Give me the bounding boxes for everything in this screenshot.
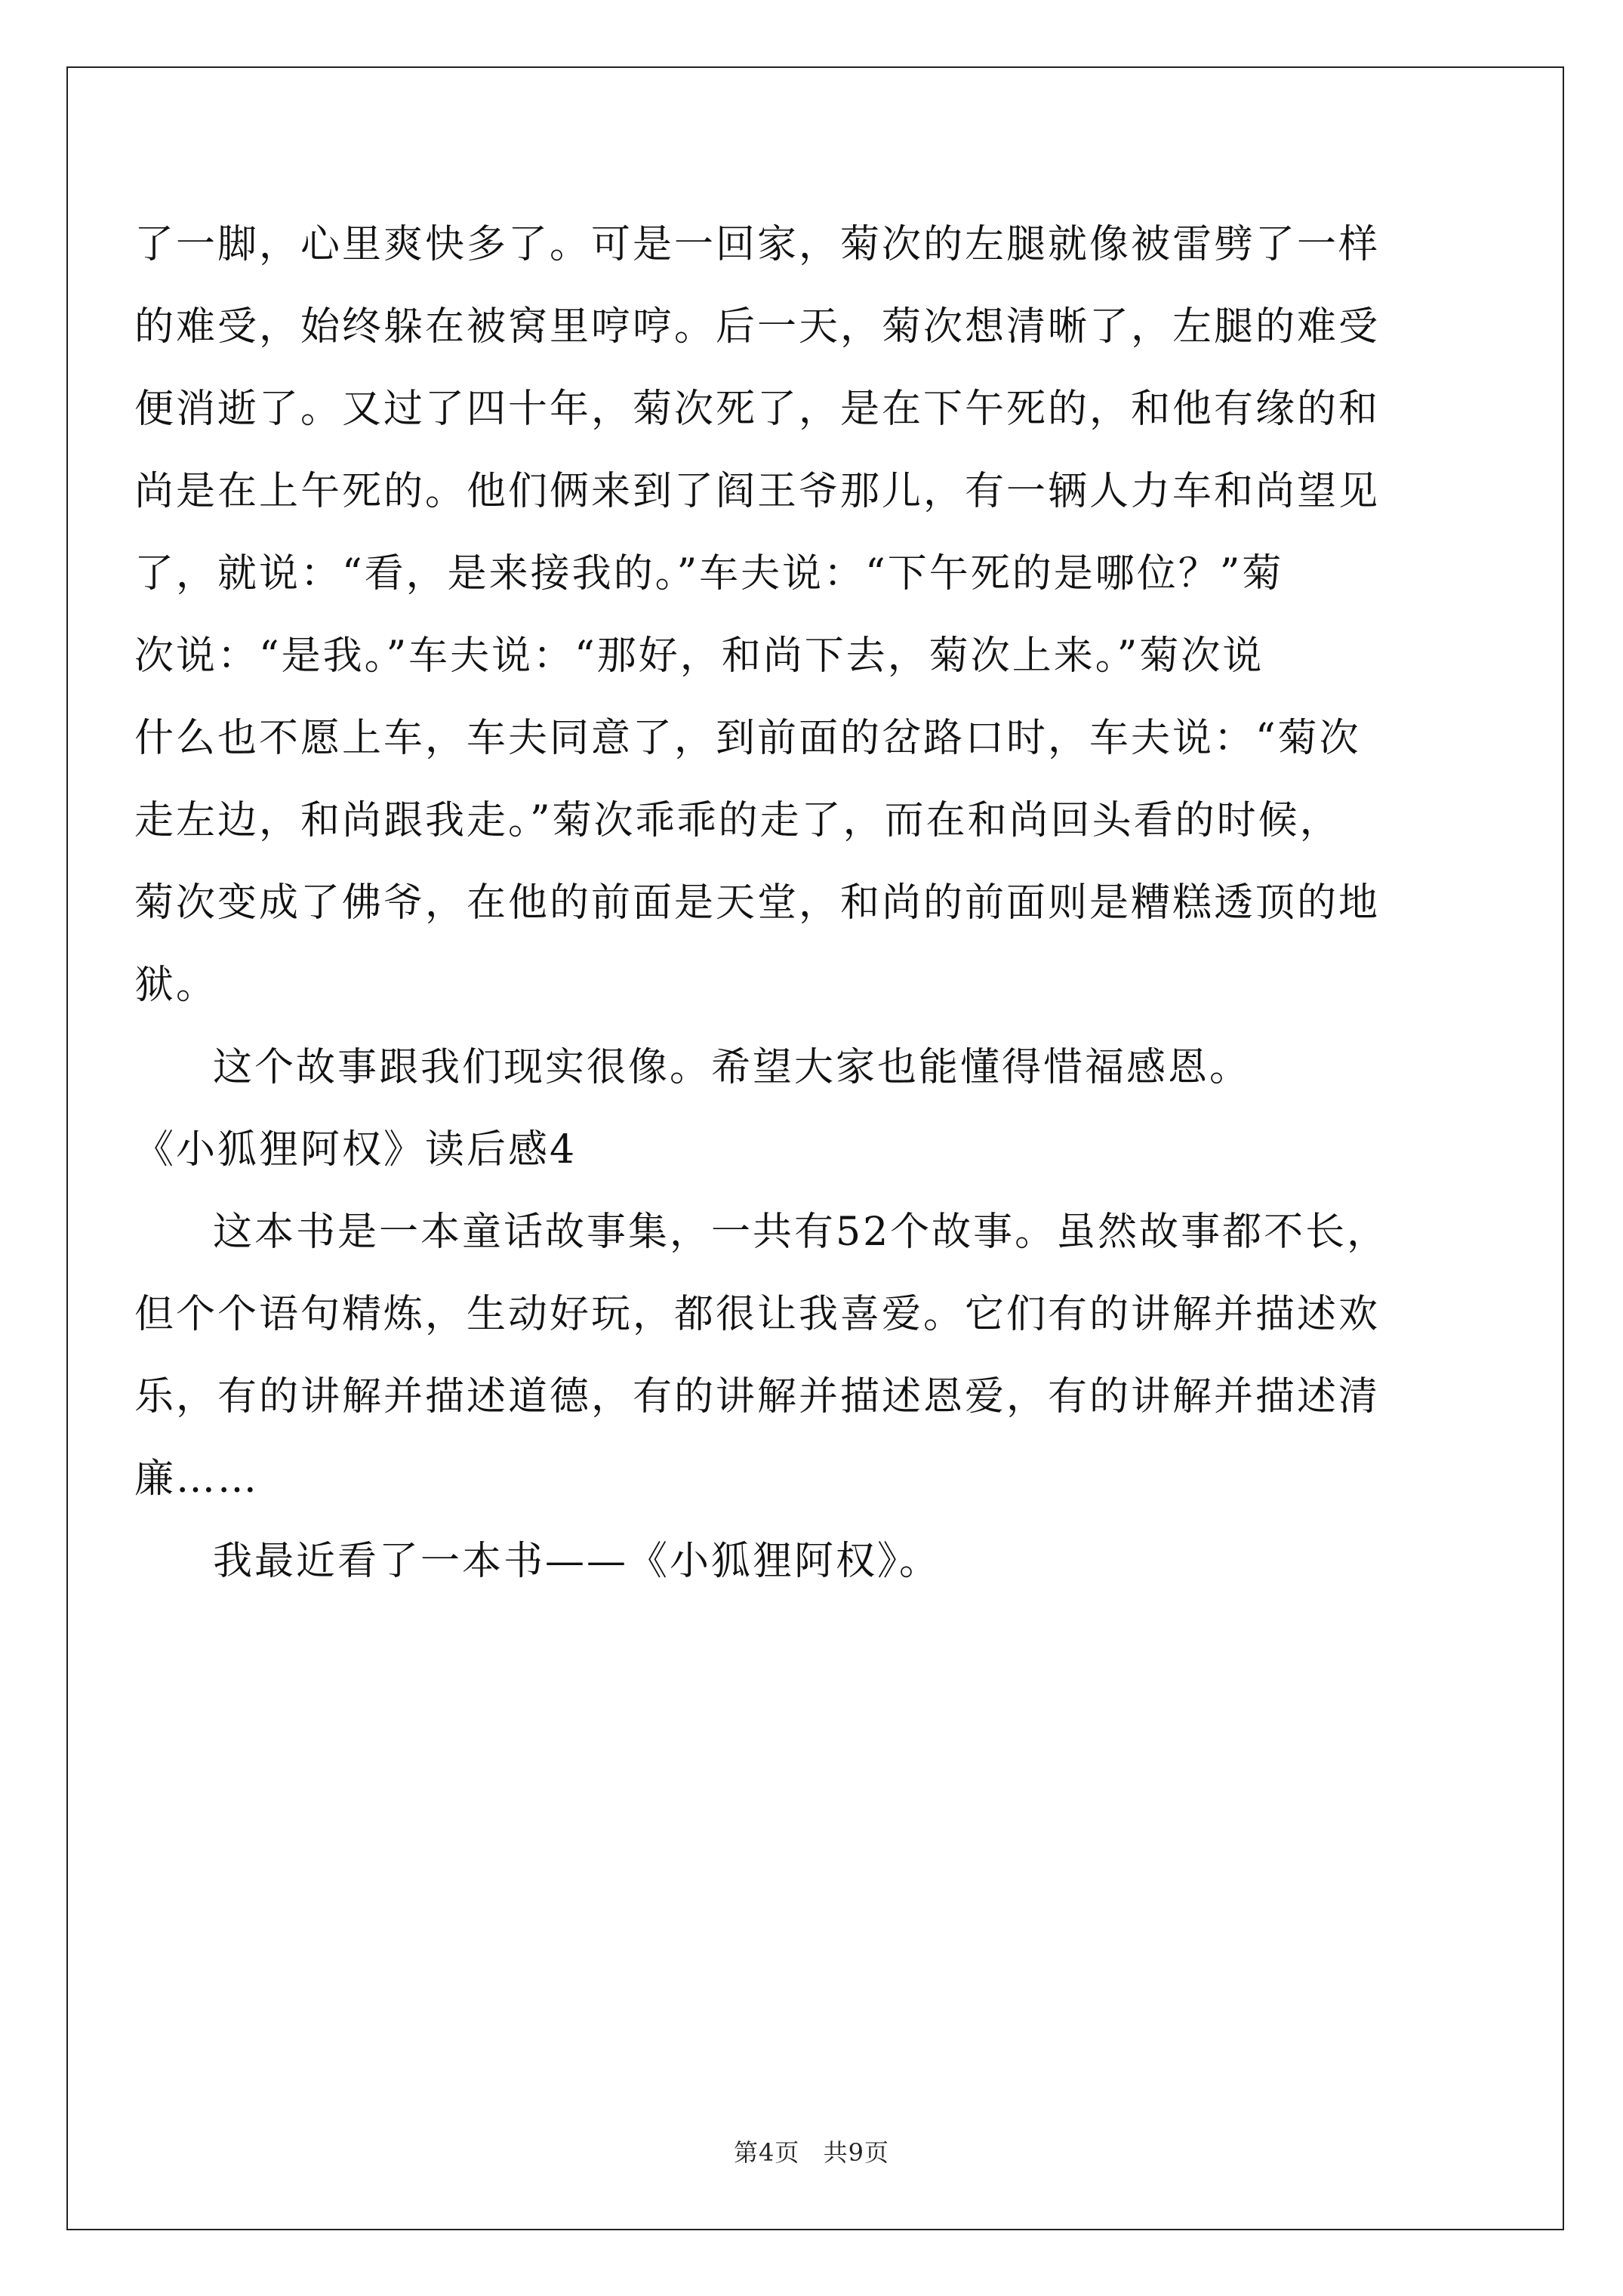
text-line: 便消逝了。又过了四十年，菊次死了，是在下午死的，和他有缘的和 bbox=[134, 387, 1381, 432]
text-line: 狱。 bbox=[134, 963, 218, 1008]
page-number: 第4页 bbox=[734, 2138, 800, 2167]
recent-paragraph: 我最近看了一本书——《小狐狸阿权》。 bbox=[213, 1539, 941, 1584]
text-line: 走左边，和尚跟我走。”菊次乖乖的走了，而在和尚回头看的时候， bbox=[134, 798, 1341, 843]
text-line: 这本书是一本童话故事集，一共有52个故事。虽然故事都不长， bbox=[213, 1210, 1389, 1255]
section-title: 《小狐狸阿权》读后感4 bbox=[134, 1127, 577, 1173]
text-line: 了，就说：“看，是来接我的。”车夫说：“下午死的是哪位？”菊 bbox=[134, 551, 1284, 596]
text-line: 次说：“是我。”车夫说：“那好，和尚下去，菊次上来。”菊次说 bbox=[134, 633, 1264, 679]
text-line: 什么也不愿上车，车夫同意了，到前面的岔路口时，车夫说：“菊次 bbox=[134, 716, 1361, 761]
text-line: 尚是在上午死的。他们俩来到了阎王爷那儿，有一辆人力车和尚望见 bbox=[134, 469, 1381, 514]
page-total: 共9页 bbox=[823, 2138, 889, 2167]
text-line: 乐，有的讲解并描述道德，有的讲解并描述恩爱，有的讲解并描述清 bbox=[134, 1374, 1381, 1419]
text-line: 廉…… bbox=[134, 1456, 260, 1502]
text-line: 的难受，始终躲在被窝里哼哼。后一天，菊次想清晰了，左腿的难受 bbox=[134, 304, 1381, 350]
text-line: 了一脚，心里爽快多了。可是一回家，菊次的左腿就像被雷劈了一样 bbox=[134, 222, 1381, 267]
conclusion-paragraph: 这个故事跟我们现实很像。希望大家也能懂得惜福感恩。 bbox=[213, 1045, 1252, 1090]
text-line: 菊次变成了佛爷，在他的前面是天堂，和尚的前面则是糟糕透顶的地 bbox=[134, 880, 1381, 926]
page-footer bbox=[0, 2134, 1623, 2168]
text-line: 但个个语句精炼，生动好玩，都很让我喜爱。它们有的讲解并描述欢 bbox=[134, 1292, 1381, 1337]
